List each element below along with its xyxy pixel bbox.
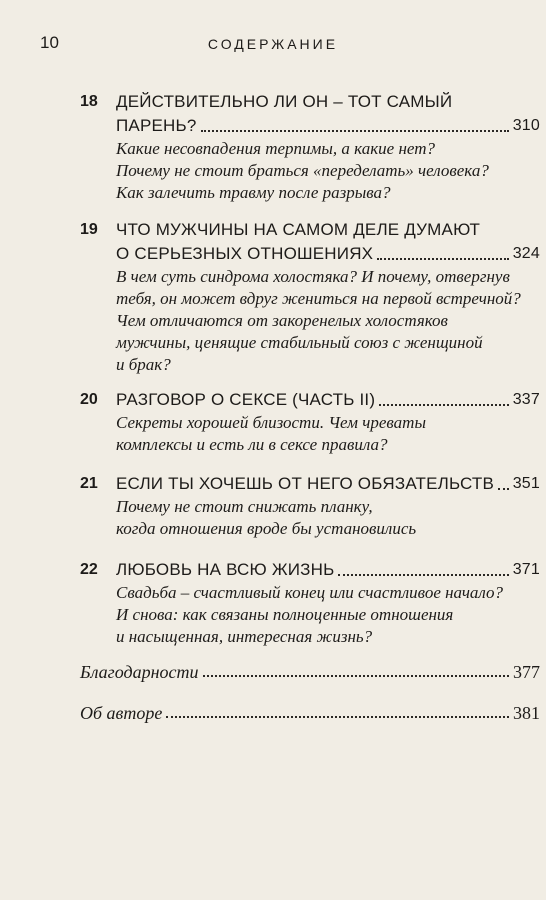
dot-leader — [203, 675, 510, 677]
entry-label: Благодарности — [80, 662, 199, 682]
chapter-title: ЛЮБОВЬ НА ВСЮ ЖИЗНЬ — [116, 560, 335, 579]
chapter-title-last-line — [116, 114, 540, 138]
dot-leader — [166, 716, 509, 718]
chapter-number: 19 — [80, 221, 98, 238]
chapter-description: Почему не стоит браться «переделать» человека? — [116, 161, 489, 180]
chapter-description: Чем отличаются от закоренелых холостяков — [116, 311, 448, 330]
page-reference: 310 — [512, 117, 540, 134]
chapter-title: О СЕРЬЕЗНЫХ ОТНОШЕНИЯХ — [116, 244, 374, 263]
chapter-title-last-line — [116, 558, 540, 582]
chapter-description: Какие несовпадения терпимы, а какие нет? — [116, 139, 435, 158]
page-reference: 377 — [513, 662, 540, 682]
page-reference: 371 — [512, 561, 540, 578]
chapter-description: и насыщенная, интересная жизнь? — [116, 627, 373, 646]
chapter-description: Свадьба – счастливый конец или счастливое начало? — [116, 583, 504, 602]
chapter-description: комплексы и есть ли в сексе правила? — [116, 435, 388, 454]
dot-leader — [377, 258, 508, 260]
chapter-title-last-line — [116, 472, 540, 496]
toc-entry-about-author — [80, 703, 540, 724]
chapter-description: Секреты хорошей близости. Чем чреваты — [116, 413, 426, 432]
chapter-description: В чем суть синдрома холостяка? И почему, отвергнув — [116, 267, 510, 286]
chapter-title-last-line — [116, 242, 540, 266]
chapter-title-last-line — [116, 388, 540, 412]
dot-leader — [338, 574, 508, 576]
entry-label: Об авторе — [80, 703, 163, 723]
chapter-title: ЕСЛИ ТЫ ХОЧЕШЬ ОТ НЕГО ОБЯЗАТЕЛЬСТВ — [116, 474, 495, 493]
dot-leader — [498, 488, 509, 490]
dot-leader — [379, 404, 508, 406]
chapter-description: и брак? — [116, 355, 171, 374]
page-reference: 337 — [512, 391, 540, 408]
chapter-description: Как залечить травму после разрыва? — [116, 183, 391, 202]
page-reference: 351 — [512, 475, 540, 492]
chapter-title: ЧТО МУЖЧИНЫ НА САМОМ ДЕЛЕ ДУМАЮТ — [116, 220, 481, 239]
toc-entry-acknowledgements — [80, 662, 540, 683]
page-reference: 324 — [512, 245, 540, 262]
chapter-description: И снова: как связаны полноценные отношения — [116, 605, 454, 624]
page-reference: 381 — [513, 703, 540, 723]
chapter-description: мужчины, ценящие стабильный союз с женщиной — [116, 333, 483, 352]
chapter-number: 22 — [80, 561, 98, 578]
chapter-description: когда отношения вроде бы установились — [116, 519, 417, 538]
dot-leader — [201, 130, 509, 132]
chapter-number: 18 — [80, 93, 98, 110]
chapter-description: тебя, он может вдруг жениться на первой встречной? — [116, 289, 521, 308]
page-number: 10 — [40, 33, 59, 52]
running-head: СОДЕРЖАНИЕ — [207, 36, 339, 52]
chapter-number: 21 — [80, 475, 98, 492]
chapter-description: Почему не стоит снижать планку, — [116, 497, 373, 516]
chapter-title: РАЗГОВОР О СЕКСЕ (ЧАСТЬ II) — [116, 390, 376, 409]
chapter-title: ПАРЕНЬ? — [116, 116, 197, 135]
chapter-number: 20 — [80, 391, 98, 408]
chapter-title: ДЕЙСТВИТЕЛЬНО ЛИ ОН – ТОТ САМЫЙ — [116, 92, 453, 111]
